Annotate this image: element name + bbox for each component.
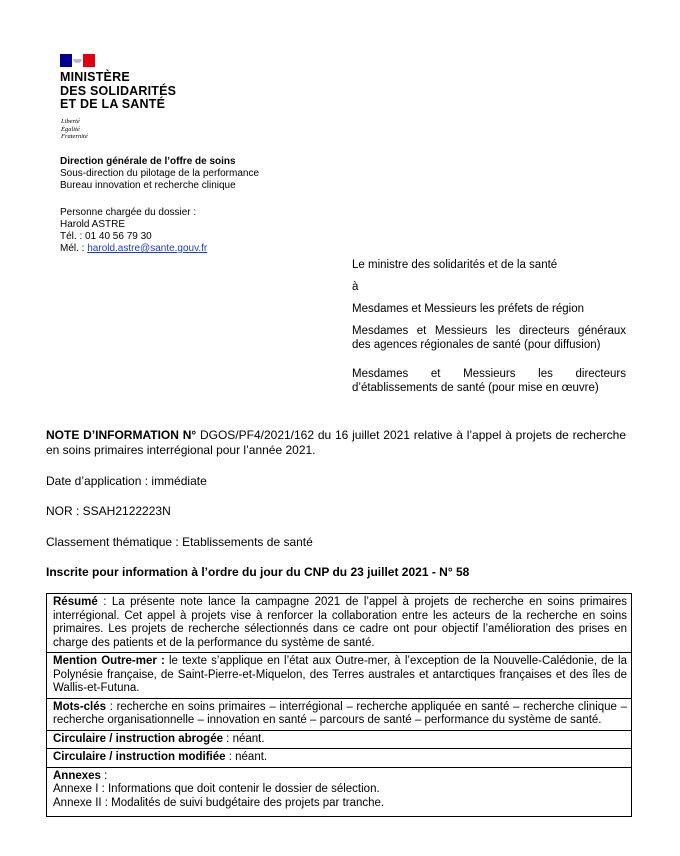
nor: NOR : SSAH2122223N	[46, 504, 171, 518]
motscles-label: Mots-clés	[53, 700, 107, 713]
ministry-name	[60, 71, 176, 112]
recipients-block	[352, 258, 626, 395]
recipient-ars-line-1: Mesdames et Messieurs les directeurs généraux	[352, 325, 626, 337]
recipient-to: à	[352, 281, 359, 293]
note-label: NOTE D’INFORMATION N°	[46, 428, 197, 442]
annexes-cell	[47, 768, 631, 817]
motto-fraternite: Fraternité	[61, 133, 88, 140]
direction-block	[60, 156, 259, 192]
contact-label: Personne chargée du dossier :	[60, 207, 197, 218]
annexe-2: Annexe II : Modalités de suivi budgétaire des projets par tranche.	[53, 796, 385, 809]
outremer-text: le texte s’applique en l’état aux Outre-mer, à l’exception de la Nouvelle-Calédonie, de la Polynésie française, de Saint-Pierre-et-Miquelon, des Terres australes et antarctiques françaises et des îles de Wallis-et-Futuna.	[53, 655, 628, 694]
annexe-1: Annexe I : Informations que doit contenir le dossier de sélection.	[53, 783, 380, 795]
ministry-line-1: MINISTÈRE	[60, 70, 130, 84]
resume-label: Résumé	[53, 596, 98, 608]
contact-block	[60, 207, 207, 255]
ministry-line-2: DES SOLIDARITÉS	[60, 83, 177, 98]
annexes-heading	[53, 770, 627, 784]
recipient-etab-line-2: d’établissements de santé (pour mise en œuvre)	[352, 382, 599, 394]
motto-liberte: Liberté	[61, 118, 80, 125]
resume-text: : La présente note lance la campagne 2021 de l’appel à projets de recherche en soins primaires interrégional. Cet appel à projets vise à renforcer la collaboration entre les acteurs de la recherche en soins primaires. Les projets de recherche sélectionnés dans ce cadre ont pour objectif l’amélioration des prises en charge des patients et de la performance du système de santé.	[53, 596, 627, 649]
annexes-colon: :	[100, 769, 108, 782]
contact-mail-row	[60, 243, 207, 255]
contact-name: Harold ASTRE	[60, 219, 126, 230]
recipient-ars-line-2: des agences régionales de santé (pour diffusion)	[352, 339, 601, 351]
motto-egalite: Égalité	[61, 125, 80, 133]
recipient-from: Le ministre des solidarités et de la santé	[352, 259, 558, 271]
contact-tel: Tél. : 01 40 56 79 30	[60, 231, 152, 242]
flag-red-band	[83, 54, 95, 67]
annexes-label: Annexes	[53, 769, 101, 782]
abrogee-cell	[47, 731, 631, 750]
motscles-cell	[47, 699, 631, 731]
republic-flag-logo	[60, 54, 95, 67]
ministry-line-3: ET DE LA SANTÉ	[60, 97, 166, 111]
recipient-prefets: Mesdames et Messieurs les préfets de région	[352, 303, 585, 315]
modifiee-label: Circulaire / instruction modifiée	[53, 751, 226, 763]
note-text: DGOS/PF4/2021/162 du 16 juillet 2021 relative à l’appel à projets de recherche en soins primaires interrégional pour l’année 2021.	[46, 428, 627, 457]
flag-white-band	[72, 54, 83, 67]
modifiee-cell	[47, 749, 631, 768]
outremer-label: Mention Outre-mer :	[53, 655, 165, 667]
recipient-etab-line-1: Mesdames et Messieurs les directeurs	[352, 368, 626, 380]
republic-motto	[61, 118, 88, 141]
summary-table	[46, 593, 632, 817]
contact-mail-label: Mél. :	[60, 243, 88, 254]
abrogee-text: : néant.	[222, 732, 265, 745]
cnp-inscription: Inscrite pour information à l’ordre du jour du CNP du 23 juillet 2021 - N° 58	[46, 565, 470, 579]
modifiee-text: : néant.	[225, 751, 268, 763]
outremer-cell	[47, 653, 631, 699]
contact-mail-link[interactable]: harold.astre@sante.gouv.fr	[87, 243, 208, 254]
motscles-text: : recherche en soins primaires – interrégional – recherche appliquée en santé – recherche clinique – recherche organisationnelle – innovation en santé – parcours de santé – performance du système de santé.	[53, 700, 627, 726]
date-application: Date d’application : immédiate	[46, 474, 207, 488]
abrogee-label: Circulaire / instruction abrogée	[53, 732, 223, 745]
direction-title: Direction générale de l’offre de soins	[60, 156, 236, 167]
subdirection: Sous-direction du pilotage de la performance	[60, 168, 260, 179]
classement-thematique: Classement thématique : Etablissements de santé	[46, 535, 313, 549]
resume-cell	[47, 594, 631, 653]
flag-blue-band	[60, 54, 72, 67]
note-title	[46, 428, 626, 458]
bureau: Bureau innovation et recherche clinique	[60, 180, 236, 191]
